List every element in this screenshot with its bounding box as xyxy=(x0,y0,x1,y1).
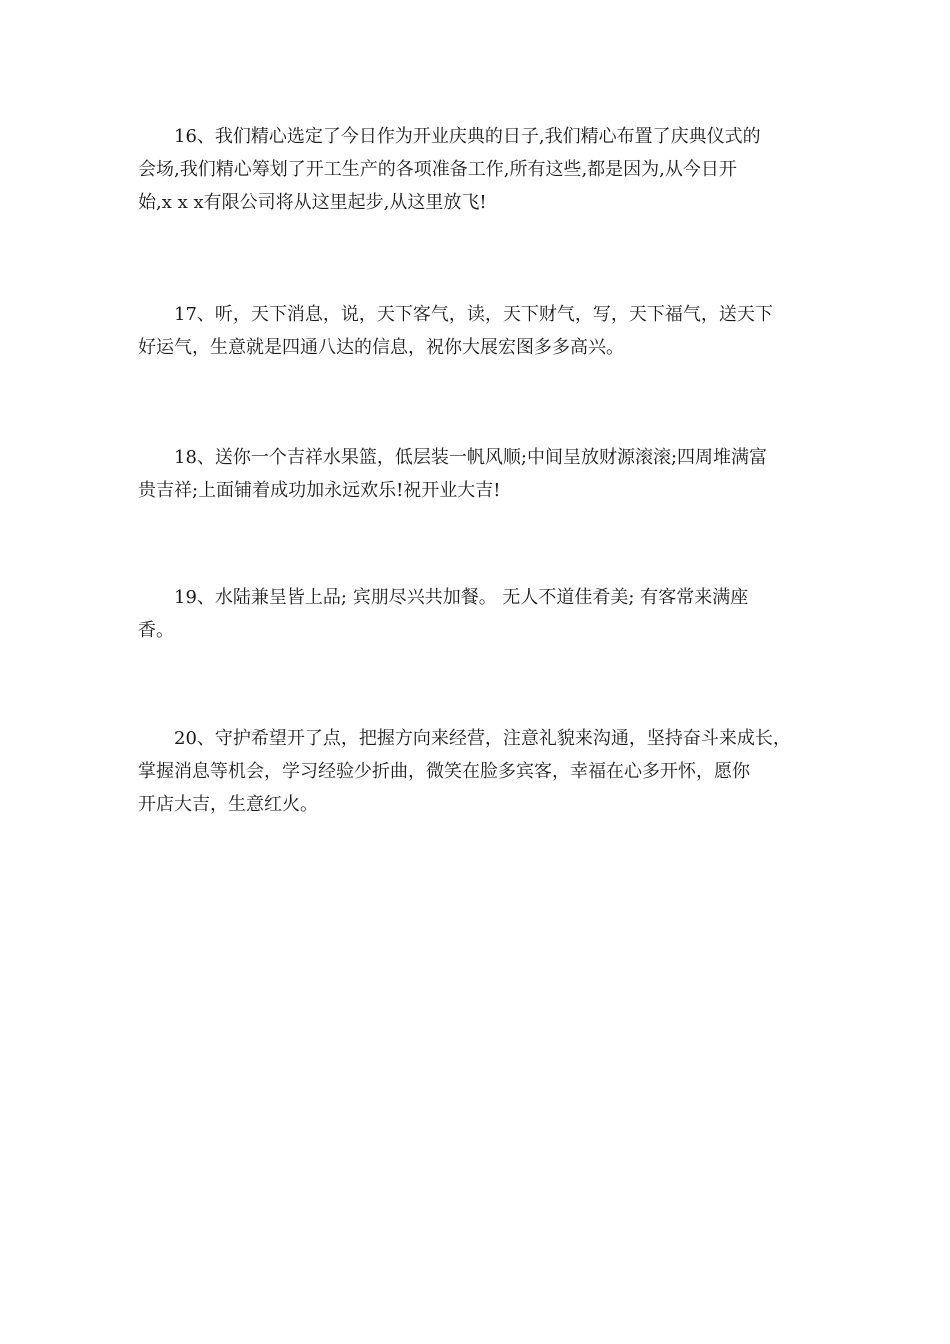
paragraph-17 xyxy=(138,298,818,364)
paragraph-line: 好运气，生意就是四通八达的信息，祝你大展宏图多多高兴。 xyxy=(138,337,624,358)
paragraph-line: 会场,我们精心筹划了开工生产的各项准备工作,所有这些,都是因为,从今日开 xyxy=(138,159,737,180)
paragraph-line: 19、水陆兼呈皆上品; 宾朋尽兴共加餐。 无人不道佳肴美; 有客常来满座 xyxy=(174,587,749,608)
paragraph-line: 20、守护希望开了点，把握方向来经营，注意礼貌来沟通，坚持奋斗来成长， xyxy=(174,728,791,749)
paragraph-line: 16、我们精心选定了今日作为开业庆典的日子,我们精心布置了庆典仪式的 xyxy=(174,126,761,147)
paragraph-16 xyxy=(138,120,818,219)
paragraph-line: 始,x x x有限公司将从这里起步,从这里放飞! xyxy=(138,192,487,213)
paragraph-line: 香。 xyxy=(138,620,174,641)
paragraph-19 xyxy=(138,581,818,647)
paragraph-18 xyxy=(138,441,818,507)
paragraph-line: 17、听，天下消息，说，天下客气，读，天下财气，写，天下福气，送天下 xyxy=(174,304,773,325)
paragraph-20 xyxy=(138,722,818,821)
paragraph-line: 18、送你一个吉祥水果篮，低层装一帆风顺;中间呈放财源滚滚;四周堆满富 xyxy=(174,447,768,468)
paragraph-line: 贵吉祥;上面铺着成功加永远欢乐!祝开业大吉! xyxy=(138,480,501,501)
paragraph-line: 掌握消息等机会，学习经验少折曲，微笑在脸多宾客，幸福在心多开怀，愿你 xyxy=(138,761,750,782)
paragraph-line: 开店大吉，生意红火。 xyxy=(138,794,318,815)
